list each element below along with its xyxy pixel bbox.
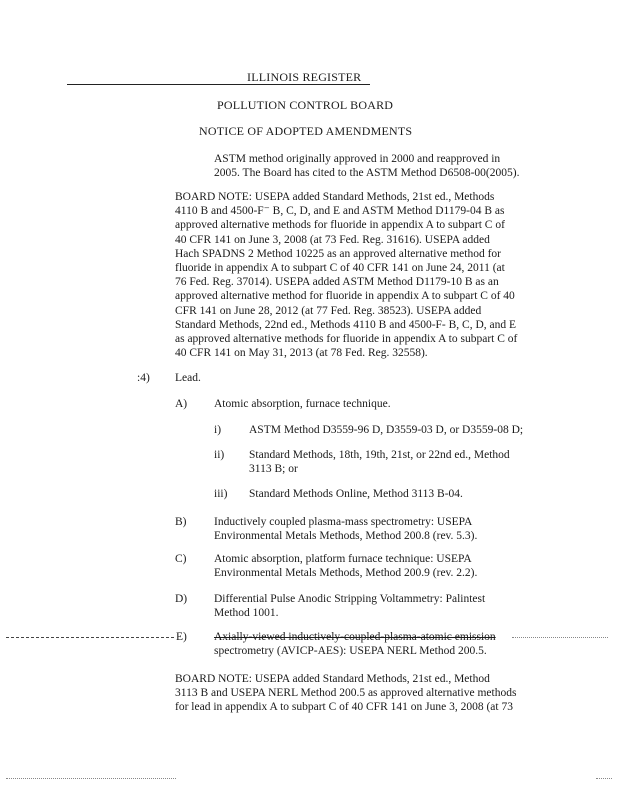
item-num-ii: ii)	[214, 449, 225, 461]
item-number: :4)	[137, 372, 150, 384]
text-line: as approved alternative methods for fluoride in appendix A to subpart C of	[175, 333, 518, 346]
text-line: fluoride in appendix A to subpart C of 40 CFR 141 on June 24, 2011 (at	[175, 262, 505, 275]
sub-text-e	[214, 630, 496, 658]
board-note-fluoride	[175, 190, 517, 360]
notice-title: NOTICE OF ADOPTED AMENDMENTS	[199, 124, 413, 138]
scan-artifact-line	[596, 778, 612, 779]
item-text-i: ASTM Method D3559-96 D, D3559-03 D, or D3559-08 D;	[249, 424, 524, 436]
text-line: Atomic absorption, platform furnace technique: USEPA	[214, 553, 472, 565]
text-line: Standard Methods, 22nd ed., Methods 4110 B and 4500-F- B, C, D, and E	[175, 318, 517, 331]
text-line: Hach SPADNS 2 Method 10225 as an approved alternative method for	[175, 247, 501, 260]
sub-letter-e: E)	[176, 631, 187, 643]
text-line: Standard Methods, 18th, 19th, 21st, or 22nd ed., Method	[249, 449, 510, 461]
text-line: Method 1001.	[214, 607, 279, 620]
scan-artifact-line	[6, 637, 174, 638]
scan-artifact-line	[6, 778, 176, 779]
sub-text-b	[214, 515, 477, 543]
text-line: ASTM method originally approved in 2000 and reapproved in	[214, 153, 501, 165]
text-line: approved alternative methods for fluoride in appendix A to subpart C of	[175, 219, 505, 232]
text-line: 3113 B; or	[249, 463, 298, 476]
sub-letter-a: A)	[175, 398, 188, 410]
item-num-i: i)	[214, 424, 222, 436]
text-line: Inductively coupled plasma-mass spectrometry: USEPA	[214, 516, 473, 528]
text-line: 40 CFR 141 on May 31, 2013 (at 78 Fed. Reg. 32558).	[175, 347, 428, 360]
text-line: Environmental Metals Methods, Method 200.9 (rev. 2.2).	[214, 567, 478, 580]
sub-text-a: Atomic absorption, furnace technique.	[214, 398, 391, 410]
sub-letter-d: D)	[175, 593, 188, 605]
item-num-iii: iii)	[214, 488, 228, 500]
item-text-iii: Standard Methods Online, Method 3113 B-04.	[249, 488, 463, 500]
astm-continuation	[214, 152, 519, 180]
text-line: Differential Pulse Anodic Stripping Voltammetry: Palintest	[214, 593, 486, 605]
register-title: ILLINOIS REGISTER	[247, 70, 362, 84]
scan-artifact-line	[512, 637, 608, 638]
item-label: Lead.	[175, 372, 201, 384]
board-title: POLLUTION CONTROL BOARD	[217, 98, 394, 112]
text-line: Axially-viewed inductively-coupled-plasma-atomic emission	[214, 631, 496, 643]
item-text-ii	[249, 448, 510, 476]
text-line: approved alternative method for fluoride in appendix A to subpart C of 40	[175, 290, 515, 303]
text-line: 3113 B and USEPA NERL Method 200.5 as approved alternative methods	[175, 687, 517, 700]
sub-letter-c: C)	[175, 553, 187, 565]
sub-letter-b: B)	[175, 516, 187, 528]
text-line: CFR 141 on June 28, 2012 (at 77 Fed. Reg. 38523). USEPA added	[175, 304, 482, 317]
text-line: BOARD NOTE: USEPA added Standard Methods, 21st ed., Methods	[175, 191, 495, 203]
sub-text-c	[214, 552, 477, 580]
text-line: Environmental Metals Methods, Method 200.8 (rev. 5.3).	[214, 530, 478, 543]
text-line: 4110 B and 4500-F⁻ B, C, D, and E and ASTM Method D1179-04 B as	[175, 205, 505, 218]
board-note-lead	[175, 672, 516, 715]
text-line: 76 Fed. Reg. 37014). USEPA added ASTM Method D1179-10 B as an	[175, 276, 499, 289]
text-line: 2005. The Board has cited to the ASTM Method D6508-00(2005).	[214, 167, 520, 180]
text-line: 40 CFR 141 on June 3, 2008 (at 73 Fed. Reg. 31616). USEPA added	[175, 233, 490, 246]
text-line: BOARD NOTE: USEPA added Standard Methods, 21st ed., Method	[175, 673, 490, 685]
text-line: for lead in appendix A to subpart C of 40 CFR 141 on June 3, 2008 (at 73	[175, 701, 513, 714]
text-line: spectrometry (AVICP-AES): USEPA NERL Method 200.5.	[214, 645, 487, 658]
sub-text-d	[214, 592, 485, 620]
